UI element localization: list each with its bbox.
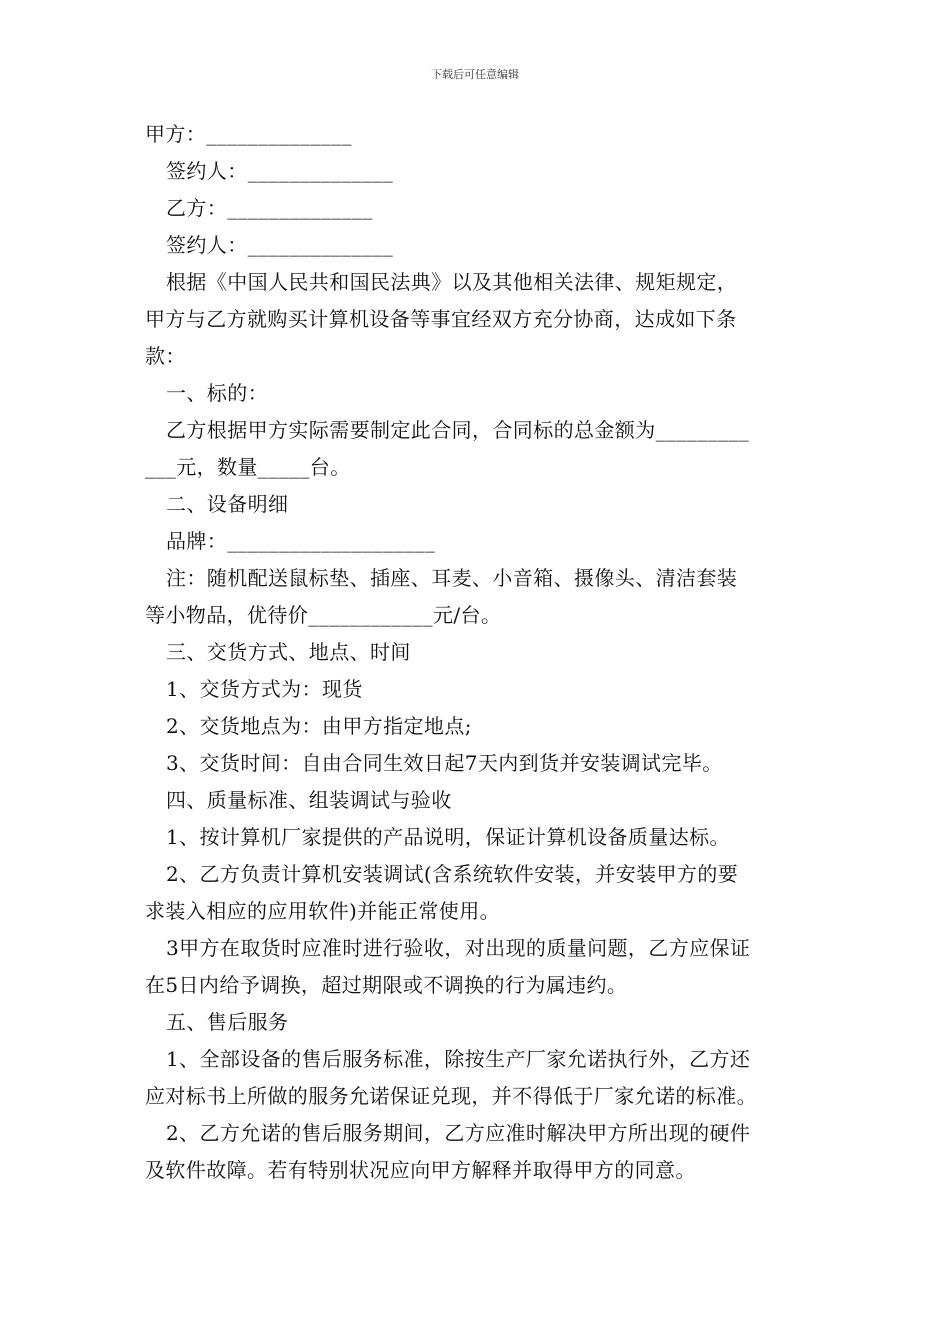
contract-line: 应对标书上所做的服务允诺保证兑现，并不得低于厂家允诺的标准。 — [145, 1084, 757, 1108]
contract-line: 等小物品，优待价____________元/台。 — [145, 603, 502, 627]
contract-line: 根据《中国人民共和国民法典》以及其他相关法律、规矩规定， — [166, 270, 738, 294]
contract-line: 三、交货方式、地点、时间 — [166, 640, 411, 664]
contract-line: 在5日内给予调换，超过期限或不调换的行为属违约。 — [145, 973, 628, 997]
page-header: 下载后可任意编辑 — [431, 68, 519, 81]
contract-line: 一、标的： — [166, 381, 268, 405]
contract-line: 1、按计算机厂家提供的产品说明，保证计算机设备质量达标。 — [166, 825, 730, 849]
contract-line: 2、乙方允诺的售后服务期间，乙方应准时解决甲方所出现的硬件 — [166, 1121, 751, 1145]
contract-line: 签约人：______________ — [166, 233, 394, 257]
contract-line: 及软件故障。若有特别状况应向甲方解释并取得甲方的同意。 — [145, 1158, 696, 1182]
contract-line: 乙方根据甲方实际需要制定此合同，合同标的总金额为_________ — [166, 418, 750, 442]
contract-line: 3甲方在取货时应准时进行验收，对出现的质量问题，乙方应保证 — [166, 936, 751, 960]
contract-line: 签约人：______________ — [166, 159, 394, 183]
contract-line: 五、售后服务 — [166, 1010, 289, 1034]
contract-line: 求装入相应的应用软件)并能正常使用。 — [145, 899, 501, 923]
contract-line: 品牌：____________________ — [166, 529, 436, 553]
contract-line: 甲方：______________ — [145, 122, 352, 146]
contract-line: 3、交货时间：自由合同生效日起7天内到货并安装调试完毕。 — [166, 751, 723, 775]
contract-line: 2、乙方负责计算机安装调试(含系统软件安装，并安装甲方的要 — [166, 862, 739, 886]
contract-line: 二、设备明细 — [166, 492, 289, 516]
contract-line: 注：随机配送鼠标垫、插座、耳麦、小音箱、摄像头、清洁套装 — [166, 566, 738, 590]
contract-body — [145, 116, 809, 1189]
contract-line: 1、交货方式为：现货 — [166, 677, 363, 701]
contract-line: ___元，数量_____台。 — [145, 455, 351, 479]
contract-line: 甲方与乙方就购买计算机设备等事宜经双方充分协商，达成如下条 — [145, 307, 737, 331]
contract-line: 四、质量标准、组装调试与验收 — [166, 788, 452, 812]
contract-line: 款： — [145, 344, 186, 368]
contract-line: 乙方：______________ — [166, 196, 373, 220]
contract-line: 2、交货地点为：由甲方指定地点; — [166, 714, 472, 738]
contract-line: 1、全部设备的售后服务标准，除按生产厂家允诺执行外，乙方还 — [166, 1047, 751, 1071]
